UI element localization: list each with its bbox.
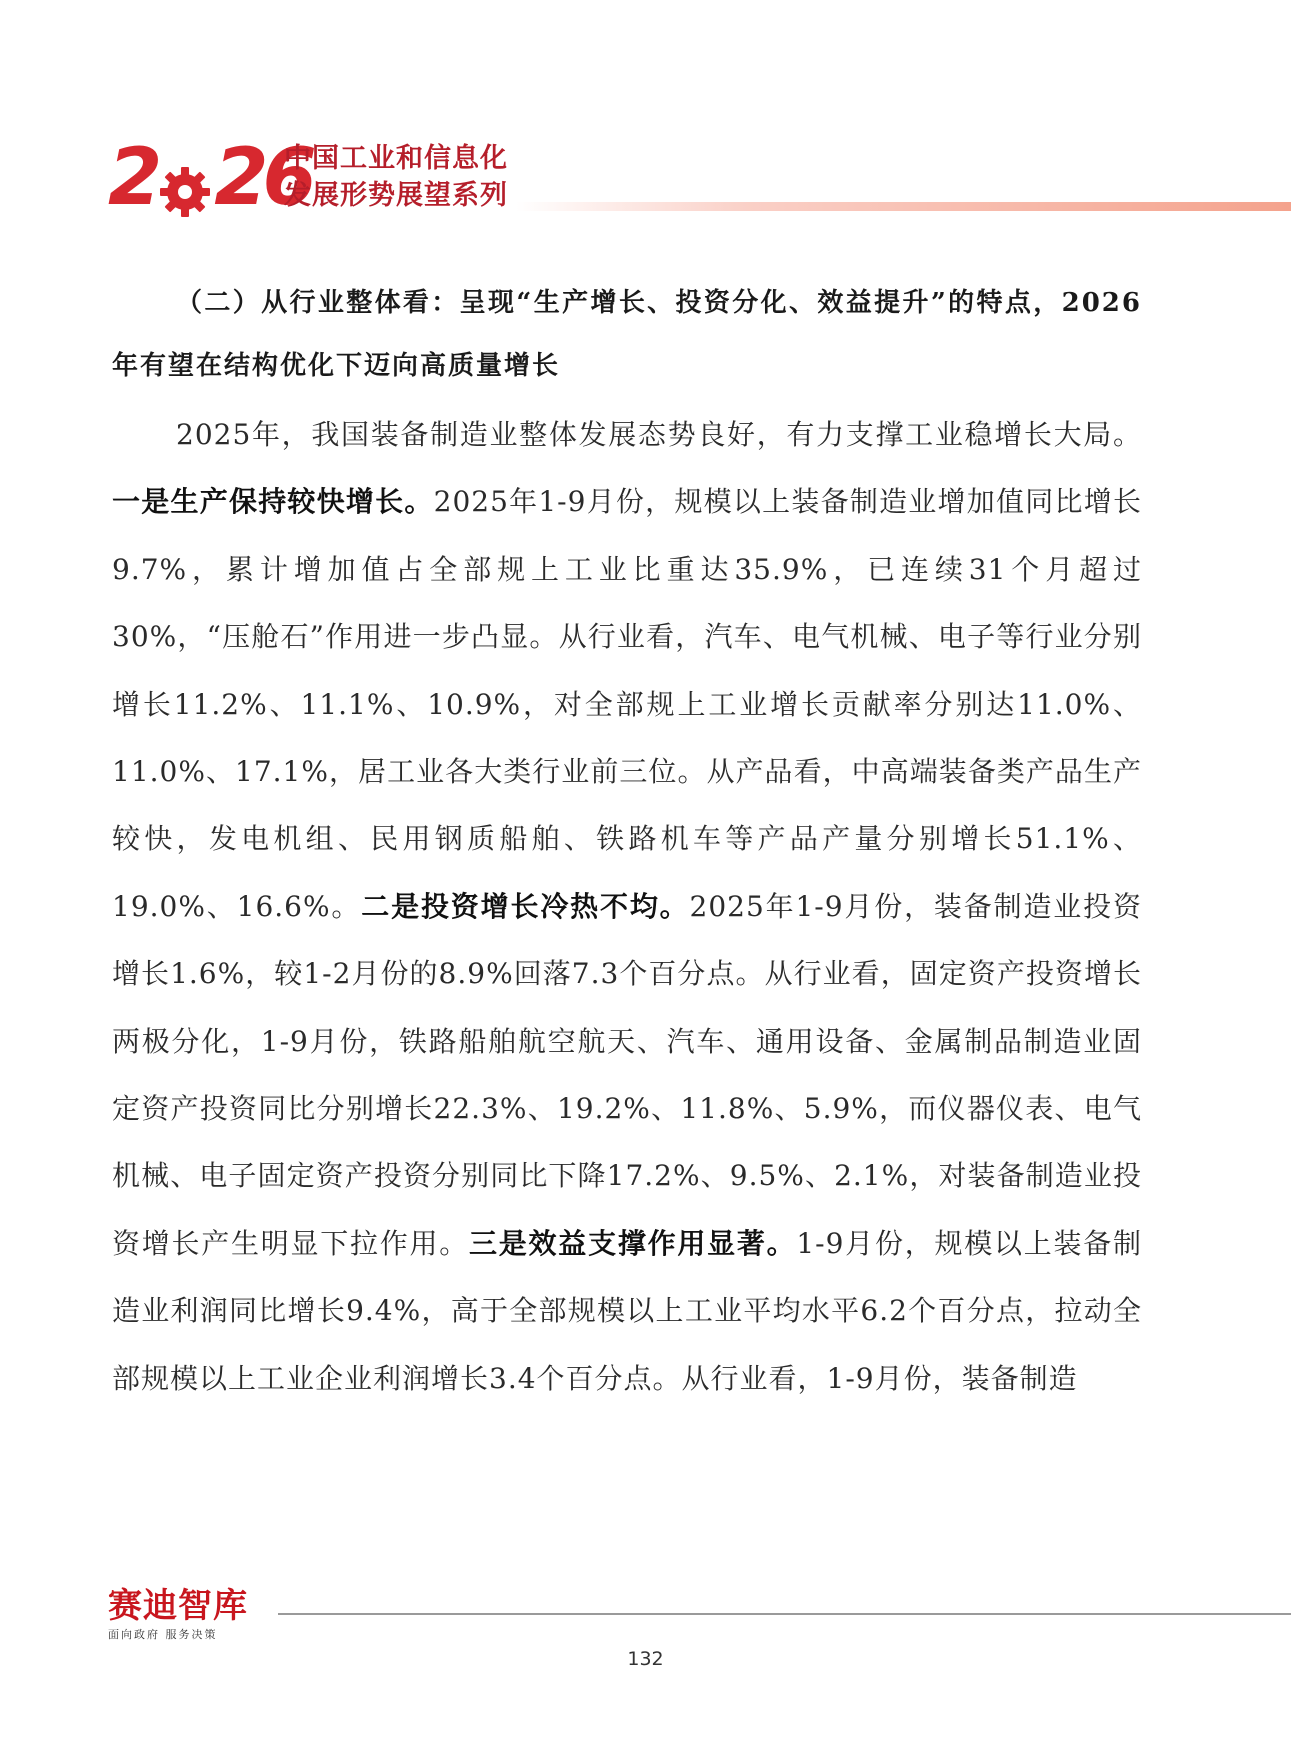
para-text-production: 2025年1-9月份，规模以上装备制造业增加值同比增长9.7%，累计增加值占全部规上工业比重达35.9%，已连续31个月超过30%，“压舱石”作用进一步凸显。从行业看，汽车、电气机械、电子等行业分别增长11.2%、11.1%、10.9%，对全部规上工业增长贡献率分别达11.0%、11.0%、17.1%，居工业各大类行业前三位。从产品看，中高端装备类产品生产较快，发电机组、民用钢质船舶、铁路机车等产品产量分别增长51.1%、19.0%、16.6%。 (112, 485, 1142, 923)
section-heading: （二）从行业整体看：呈现“生产增长、投资分化、效益提升”的特点，2026年有望在结构优化下迈向高质量增长 (112, 288, 1142, 381)
year-logo (108, 133, 311, 223)
page-number: 132 (627, 1648, 664, 1670)
para-point-two: 二是投资增长冷热不均。 (361, 889, 690, 923)
footer-brand-logo (108, 1586, 278, 1642)
series-title (284, 140, 508, 214)
para-point-one: 一是生产保持较快增长。 (112, 485, 434, 519)
para-text-intro: 2025年，我国装备制造业整体发展态势良好，有力支撑工业稳增长大局。 (176, 418, 1142, 451)
series-title-line1: 中国工业和信息化 (284, 143, 508, 174)
page-header (108, 133, 1291, 223)
body-paragraph (112, 401, 1142, 1412)
para-text-investment: 2025年1-9月份，装备制造业投资增长1.6%，较1-2月份的8.9%回落7.3个百分点。从行业看，固定资产投资增长两极分化，1-9月份，铁路船舶航空航天、汽车、通用设备、金属制品制造业固定资产投资同比分别增长22.3%、19.2%、11.8%、5.9%，而仪器仪表、电气机械、电子固定资产投资分别同比下降17.2%、9.5%、2.1%，对装备制造业投资增长产生明显下拉作用。 (112, 889, 1142, 1260)
header-gradient-bar (516, 202, 1291, 211)
year-logo-digit-2: 2 (108, 133, 157, 223)
footer-tagline: 面向政府 服务决策 (108, 1628, 218, 1641)
main-content (112, 272, 1142, 1412)
footer-brand-name: 赛迪智库 (108, 1586, 248, 1626)
footer-divider (278, 1613, 1291, 1615)
para-text-profit: 1-9月份，规模以上装备制造业利润同比增长9.4%，高于全部规模以上工业平均水平6.2个百分点，拉动全部规模以上工业企业利润增长3.4个百分点。从行业看，1-9月份，装备制造 (112, 1226, 1142, 1395)
gear-icon (158, 153, 212, 207)
year-logo-digits-26: 26 (214, 133, 311, 223)
series-title-line2: 发展形势展望系列 (284, 180, 508, 211)
para-point-three: 三是效益支撑作用显著。 (469, 1226, 797, 1260)
